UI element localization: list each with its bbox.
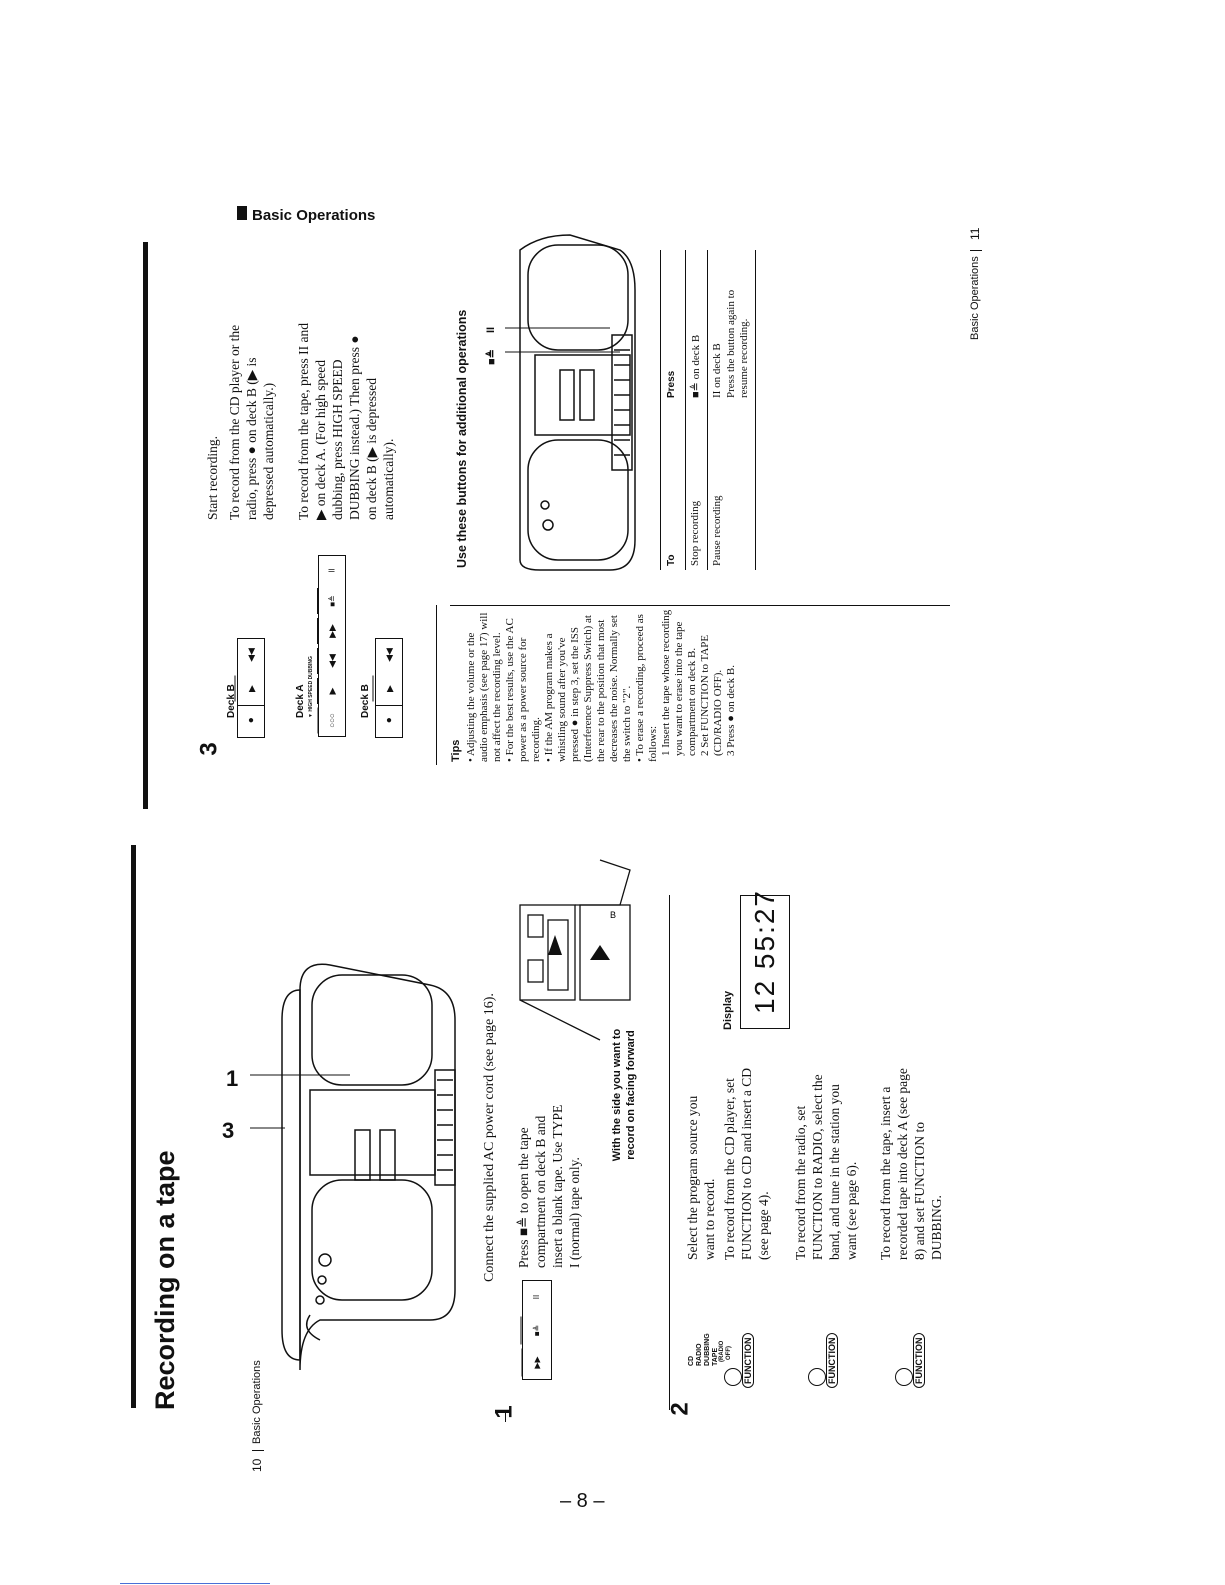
display-value: 12 55:27 [749,889,780,1014]
switch-cd: CD [688,1355,695,1366]
display-label: Display [722,990,734,1030]
table-rule-top [660,250,661,570]
rewind-button-a[interactable]: ◀◀ [317,648,347,674]
additional-separator [450,605,950,606]
table-row2-press: II on deck B [711,343,723,398]
ff-button-a[interactable]: ▶▶ [317,618,347,644]
step1-caption: With the side you want to record on facing forward [611,1028,637,1162]
tips-title: Tips [450,739,462,762]
tip-7: 3 Press ● on deck B. [725,665,737,756]
pause-button-a[interactable]: II [327,568,337,573]
ff-button[interactable]: ▶▶ [522,1349,553,1377]
deck-b2-label: Deck B [360,684,371,718]
bottom-strip [120,1583,270,1584]
table-header-press: Press [666,370,677,398]
step3-start: Start recording. [205,436,220,520]
page-number: – 8 – [560,1490,605,1512]
connect-instruction: Connect the supplied AC power cord (see page 16). [482,993,497,1282]
table-rule-header [685,250,686,570]
step3-number: 3 [195,742,223,756]
deck-b-buttons [237,638,265,738]
table-row1-to: Stop recording [689,500,701,566]
tip-4: • To erase a recording, proceed as follows: [634,614,659,762]
play-button-b2[interactable]: ▶ [373,676,406,702]
callout-3: 3 [222,1118,235,1143]
step1-number: 1 [490,1405,518,1419]
record-button-b[interactable]: ● [238,705,264,736]
function-label-2[interactable]: FUNCTION [826,1334,838,1389]
footer-right-divider [970,250,982,251]
table-row1-press: ■≜ on deck B [690,334,702,398]
step2-para-cd: To record from the CD player, set FUNCTION to CD and insert a CD (see page 4). [722,1068,771,1260]
step3-para1: To record from the CD player or the radio, press ● on deck B (▶ is depressed automatically.) [227,324,276,520]
callout-pause: II [485,326,497,333]
deck-a-buttons [318,555,346,737]
play-button-b[interactable]: ▶ [235,676,268,702]
step1-deck-buttons [522,1280,552,1380]
function-switches-3 [855,1318,935,1388]
stop-eject-button[interactable]: ■≜ [521,1317,554,1345]
tips-separator [436,605,437,765]
pause-button[interactable]: II [532,1294,541,1300]
boombox-illustration-right [0,0,1,1]
header-icon [237,206,247,220]
footer-right-section: Basic Operations [969,256,981,340]
footer-left-section: Basic Operations [251,1360,263,1444]
stop-eject-button-a[interactable]: ■≜ [317,588,347,614]
step2-para-tape: To record from the tape, insert a recorded tape into deck A (see page 8) and set FUNCTION to DUBBING. [878,1068,944,1260]
step3-para2: To record from the tape, press II and ▶ on deck A. (For high speed dubbing, press HIGH SPEED DUBBING instead.) Then press ● on deck B (▶ is depressed automatically). [296,323,396,520]
record-button-b2[interactable]: ● [376,705,402,736]
callout-eject: ■≜ [486,349,498,365]
tip-3: • If the AM program makes a whistling sound after you've pressed ● in step 3, set the ISS (Interference Suppress Switch) at the rear to the position that most decreases the noise. Normally set the switch to "2". [543,615,633,762]
switch-knob-2[interactable] [808,1368,826,1386]
switch-dubbing: DUBBING [704,1333,711,1366]
tip-6: 2 Set FUNCTION to TAPE (CD/RADIO OFF). [699,634,724,756]
play-button-a[interactable]: ▶ [317,678,347,704]
switch-tape: TAPE [712,1347,719,1366]
display-box [740,889,790,1029]
page-title: Recording on a tape [150,1150,180,1410]
table-rule-bottom [755,250,756,570]
step2-number: 2 [666,1402,694,1416]
switch-off: OFF) [726,1346,732,1360]
tip-5: 1 Insert the tape whose recording you want to erase into the tape compartment on deck B. [660,609,698,756]
switch-knob-1[interactable] [724,1368,742,1386]
step1-text: Press ■≜ to open the tape compartment on deck B and insert a blank tape. Use TYPE I (normal) tape only. [516,1104,582,1268]
table-row2-note: Press the button again to resume recording. [725,289,750,398]
step2-separator [669,895,670,1410]
function-label-3[interactable]: FUNCTION [913,1334,925,1389]
tips-list [465,607,738,762]
tip-1: • Adjusting the volume or the audio emphasis (see page 17) will not affect the recording level. [465,612,503,762]
footer-left-number: 10 [250,1458,264,1472]
callout-1: 1 [226,1066,239,1091]
step2-intro: Select the program source you want to record. [685,1095,717,1260]
hs-dubbing-button[interactable]: ○○○ [318,708,347,734]
footer-left-divider [252,1450,264,1451]
switch-radio: RADIO [696,1343,703,1366]
footer-right-number: 11 [968,227,982,240]
tip-2: • For the best results, use the AC power as a power source for recording. [504,618,542,762]
deck-b2-buttons [375,638,403,738]
table-rule-row1 [707,250,708,570]
function-label-1[interactable]: FUNCTION [742,1334,754,1389]
table-header-to: To [666,554,677,566]
header-section: Basic Operations [252,207,376,224]
deck-a-label: Deck A [295,684,306,718]
deck-b-label: Deck B [226,684,237,718]
step2-para-radio: To record from the radio, set FUNCTION to RADIO, select the band, and tune in the station you want (see page 6). [793,1074,859,1260]
function-switches [684,1318,764,1388]
deck-a-small-label: ▼ HIGH SPEED DUBBING [308,656,314,718]
switch-knob-3[interactable] [895,1368,913,1386]
additional-title: Use these buttons for additional operations [455,309,469,568]
table-row2-to: Pause recording [711,495,723,566]
switch-radio-sub: (RADIO [719,1340,725,1362]
rewind-button-b2[interactable]: ◀◀ [384,648,394,662]
function-switches-2 [768,1318,848,1388]
rewind-button-b[interactable]: ◀◀ [246,648,256,662]
right-section-rule [143,242,148,809]
left-section-rule [131,845,136,1408]
svg-text:B: B [610,910,617,920]
